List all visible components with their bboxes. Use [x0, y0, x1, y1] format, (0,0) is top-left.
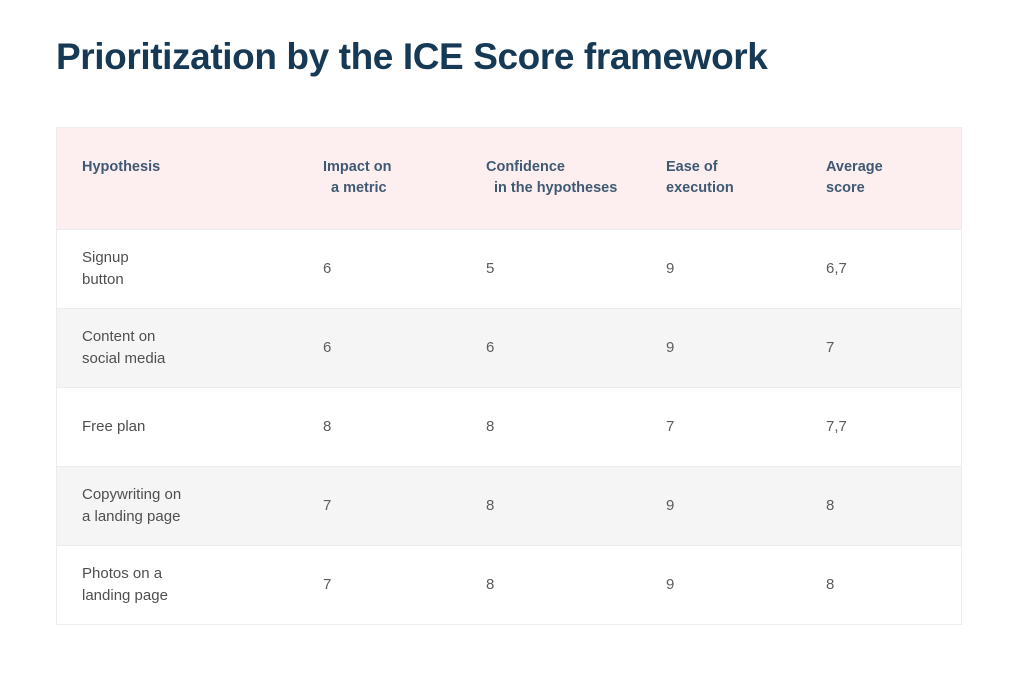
table-row [57, 230, 961, 309]
column-header-impact [305, 128, 468, 230]
table-body [57, 230, 961, 625]
row-label-line2: a landing page [82, 508, 181, 526]
row-label-line1: Signup [82, 249, 129, 267]
column-header-impact-line1: Impact on [323, 159, 392, 175]
row-label-line2: button [82, 271, 124, 289]
cell-ease: 9 [648, 230, 808, 309]
cell-confidence: 6 [468, 309, 648, 388]
column-header-average-line2: score [826, 180, 865, 197]
table-header-row [57, 128, 961, 230]
cell-average: 6,7 [808, 230, 961, 309]
cell-average: 7 [808, 309, 961, 388]
row-label [57, 546, 305, 625]
page-title: Prioritization by the ICE Score framework [56, 36, 768, 77]
table-row [57, 388, 961, 467]
row-label [57, 309, 305, 388]
cell-average: 8 [808, 546, 961, 625]
cell-impact: 7 [305, 546, 468, 625]
cell-confidence: 8 [468, 388, 648, 467]
cell-ease: 7 [648, 388, 808, 467]
table-row [57, 546, 961, 625]
cell-impact: 7 [305, 467, 468, 546]
cell-confidence: 8 [468, 546, 648, 625]
table-row [57, 309, 961, 388]
cell-ease: 9 [648, 309, 808, 388]
row-label [57, 388, 305, 467]
row-label-line1: Free plan [82, 418, 146, 436]
column-header-average [808, 128, 961, 230]
column-header-hypothesis [57, 128, 305, 230]
cell-average: 8 [808, 467, 961, 546]
row-label [57, 467, 305, 546]
table-row [57, 467, 961, 546]
column-header-confidence-line2: in the hypotheses [494, 180, 618, 197]
cell-ease: 9 [648, 467, 808, 546]
column-header-confidence [468, 128, 648, 230]
cell-average: 7,7 [808, 388, 961, 467]
ice-score-table-container [56, 127, 962, 625]
row-label [57, 230, 305, 309]
column-header-hypothesis-line1: Hypothesis [82, 159, 161, 175]
row-label-line2: social media [82, 350, 166, 368]
column-header-impact-line2: a metric [331, 180, 387, 197]
cell-impact: 6 [305, 309, 468, 388]
column-header-average-line1: Average [826, 159, 883, 175]
column-header-ease-line2: execution [666, 180, 734, 197]
row-label-line1: Content on [82, 328, 156, 346]
row-label-line2: landing page [82, 587, 168, 605]
ice-score-table [57, 128, 961, 624]
cell-ease: 9 [648, 546, 808, 625]
row-label-line1: Photos on a [82, 565, 163, 583]
cell-confidence: 8 [468, 467, 648, 546]
column-header-confidence-line1: Confidence [486, 159, 565, 175]
cell-impact: 8 [305, 388, 468, 467]
column-header-ease-line1: Ease of [666, 159, 718, 175]
cell-confidence: 5 [468, 230, 648, 309]
cell-impact: 6 [305, 230, 468, 309]
row-label-line1: Copywriting on [82, 486, 182, 504]
column-header-ease [648, 128, 808, 230]
table-header [57, 128, 961, 230]
